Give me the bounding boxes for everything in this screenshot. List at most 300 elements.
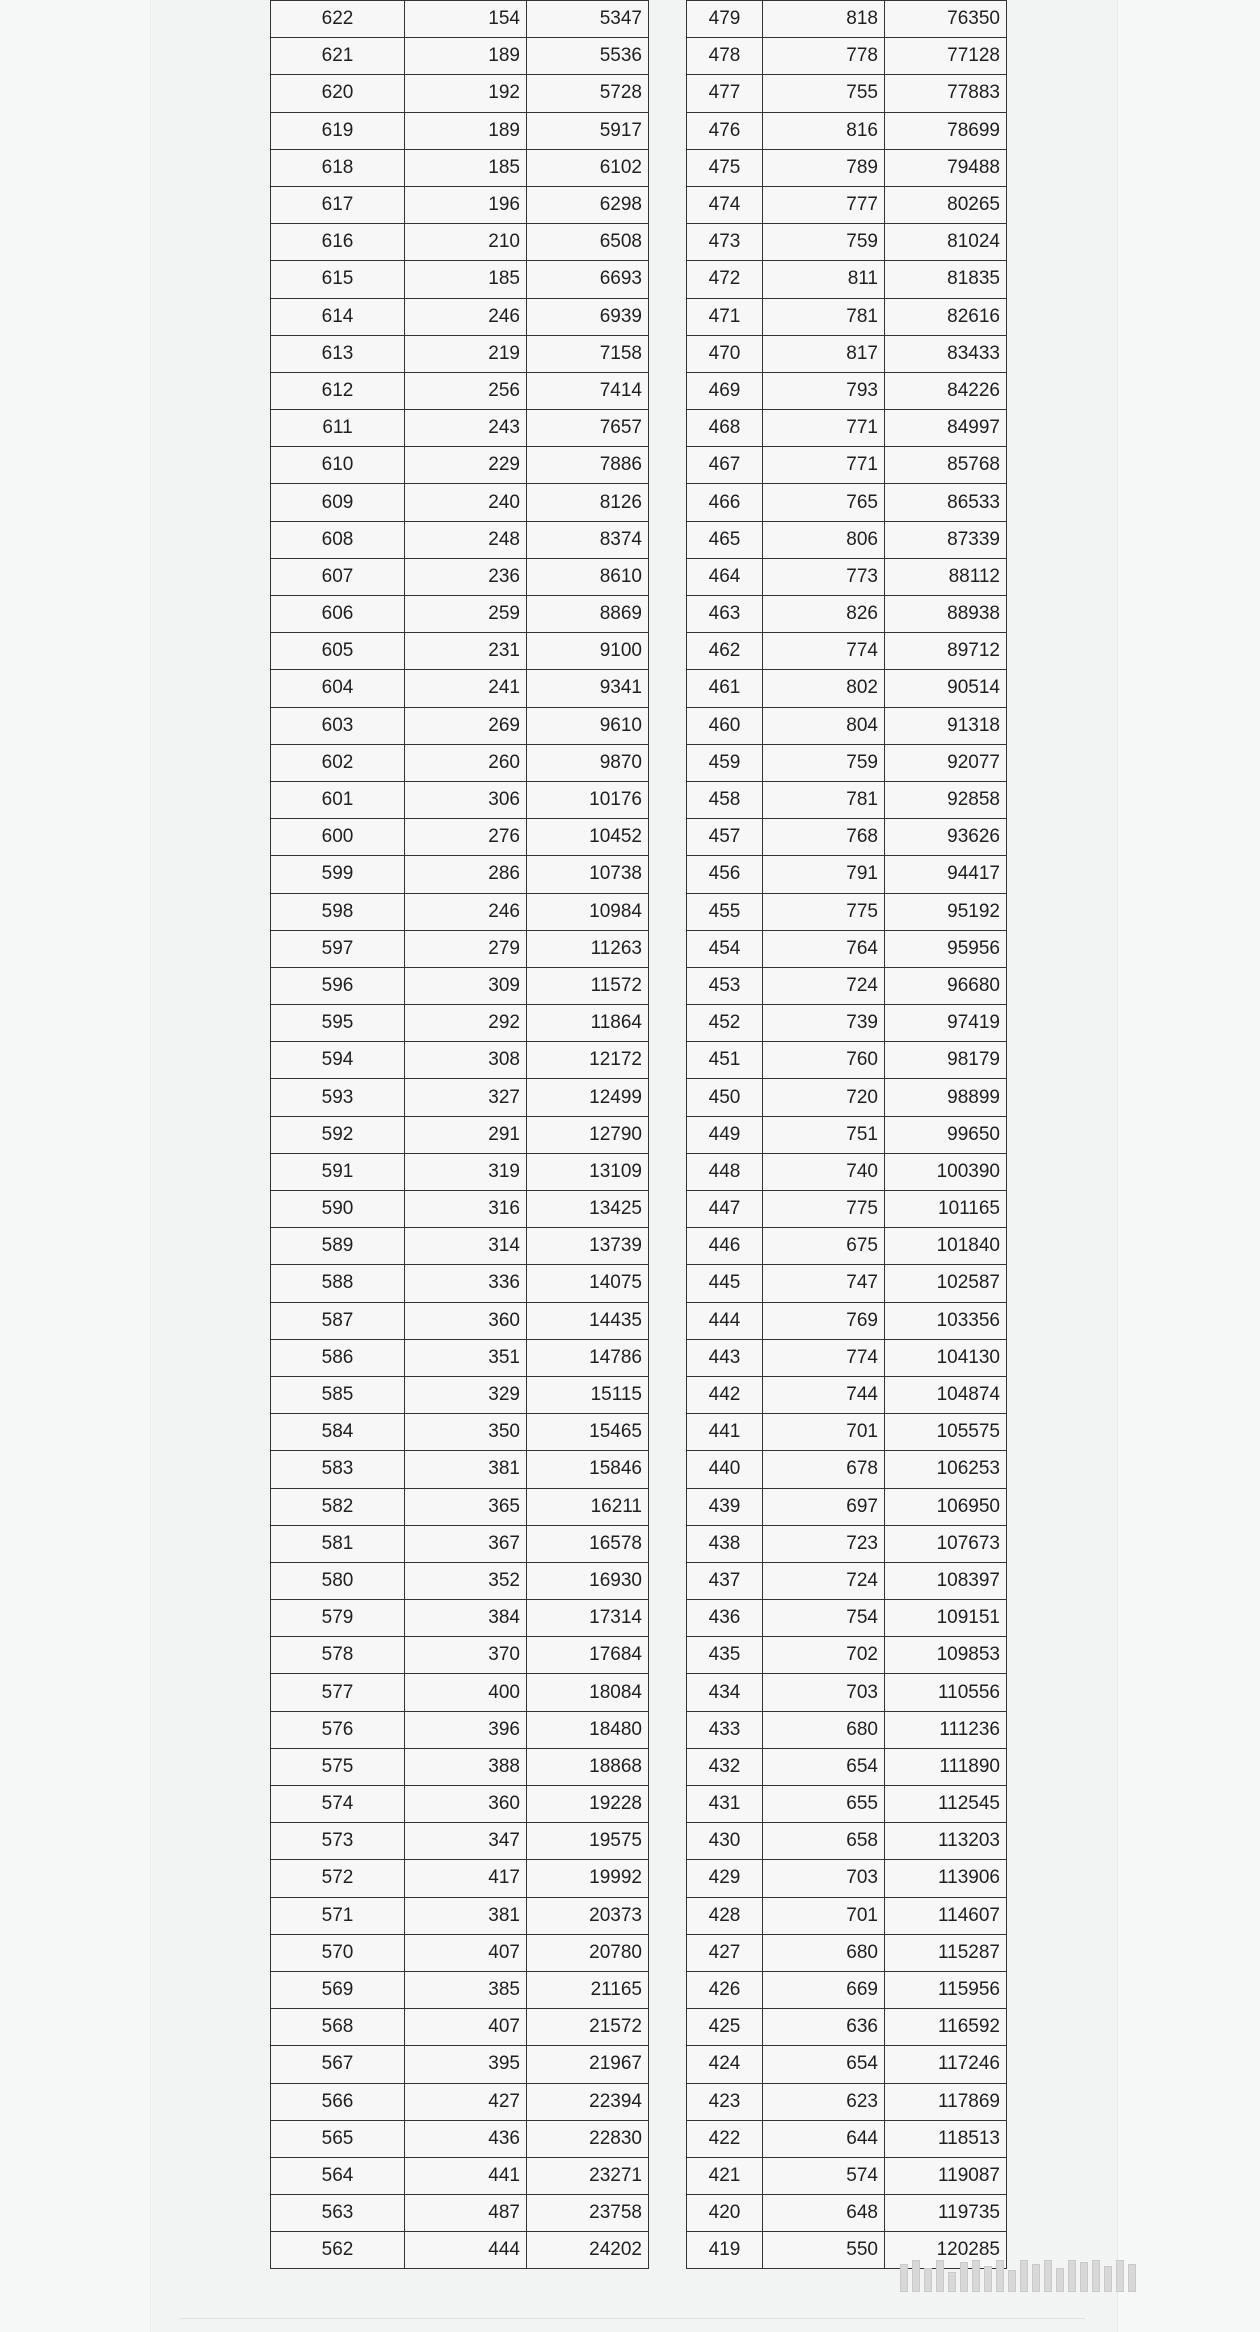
- cumulative-cell: 17684: [527, 1637, 649, 1674]
- score-cell: 598: [271, 893, 405, 930]
- cumulative-cell: 18480: [527, 1711, 649, 1748]
- count-cell: 764: [763, 930, 885, 967]
- table-row: [687, 893, 1007, 930]
- cumulative-cell: 12499: [527, 1079, 649, 1116]
- count-cell: 669: [763, 1971, 885, 2008]
- cumulative-cell: 116592: [885, 2009, 1007, 2046]
- count-cell: 778: [763, 38, 885, 75]
- table-row: [687, 967, 1007, 1004]
- count-cell: 644: [763, 2120, 885, 2157]
- count-cell: 623: [763, 2083, 885, 2120]
- cumulative-cell: 9341: [527, 670, 649, 707]
- count-cell: 775: [763, 893, 885, 930]
- table-row: [687, 1228, 1007, 1265]
- cumulative-cell: 95956: [885, 930, 1007, 967]
- count-cell: 759: [763, 224, 885, 261]
- score-cell: 443: [687, 1339, 763, 1376]
- count-cell: 723: [763, 1525, 885, 1562]
- cumulative-cell: 81835: [885, 261, 1007, 298]
- count-cell: 654: [763, 1748, 885, 1785]
- cumulative-cell: 12172: [527, 1042, 649, 1079]
- cumulative-cell: 23271: [527, 2157, 649, 2194]
- score-cell: 584: [271, 1414, 405, 1451]
- score-cell: 454: [687, 930, 763, 967]
- table-row: [271, 1562, 649, 1599]
- cumulative-cell: 114607: [885, 1897, 1007, 1934]
- count-cell: 286: [405, 856, 527, 893]
- count-cell: 154: [405, 1, 527, 38]
- table-row: [271, 484, 649, 521]
- cumulative-cell: 115287: [885, 1934, 1007, 1971]
- table-row: [271, 1228, 649, 1265]
- table-row: [687, 819, 1007, 856]
- table-row: [687, 1414, 1007, 1451]
- table-row: [271, 670, 649, 707]
- cumulative-cell: 11864: [527, 1005, 649, 1042]
- cumulative-cell: 5536: [527, 38, 649, 75]
- score-cell: 581: [271, 1525, 405, 1562]
- cumulative-cell: 105575: [885, 1414, 1007, 1451]
- score-cell: 456: [687, 856, 763, 893]
- count-cell: 306: [405, 781, 527, 818]
- table-row: [271, 149, 649, 186]
- cumulative-cell: 88938: [885, 596, 1007, 633]
- count-cell: 189: [405, 112, 527, 149]
- table-row: [687, 186, 1007, 223]
- table-row: [271, 744, 649, 781]
- score-cell: 463: [687, 596, 763, 633]
- cumulative-cell: 118513: [885, 2120, 1007, 2157]
- count-cell: 347: [405, 1823, 527, 1860]
- cumulative-cell: 12790: [527, 1116, 649, 1153]
- table-row: [271, 930, 649, 967]
- table-row: [271, 2046, 649, 2083]
- count-cell: 246: [405, 298, 527, 335]
- count-cell: 793: [763, 372, 885, 409]
- cumulative-cell: 6102: [527, 149, 649, 186]
- cumulative-cell: 92858: [885, 781, 1007, 818]
- table-row: [271, 112, 649, 149]
- cumulative-cell: 14786: [527, 1339, 649, 1376]
- table-row: [271, 1637, 649, 1674]
- score-cell: 430: [687, 1823, 763, 1860]
- table-row: [687, 1376, 1007, 1413]
- count-cell: 771: [763, 447, 885, 484]
- count-cell: 189: [405, 38, 527, 75]
- cumulative-cell: 102587: [885, 1265, 1007, 1302]
- table-row: [271, 298, 649, 335]
- cumulative-cell: 16211: [527, 1488, 649, 1525]
- cumulative-cell: 19228: [527, 1786, 649, 1823]
- cumulative-cell: 20780: [527, 1934, 649, 1971]
- cumulative-cell: 7158: [527, 335, 649, 372]
- cumulative-cell: 84226: [885, 372, 1007, 409]
- cumulative-cell: 109151: [885, 1600, 1007, 1637]
- table-row: [271, 1860, 649, 1897]
- count-cell: 655: [763, 1786, 885, 1823]
- score-cell: 568: [271, 2009, 405, 2046]
- cumulative-cell: 77883: [885, 75, 1007, 112]
- cumulative-cell: 81024: [885, 224, 1007, 261]
- count-cell: 260: [405, 744, 527, 781]
- cumulative-cell: 89712: [885, 633, 1007, 670]
- score-cell: 591: [271, 1153, 405, 1190]
- count-cell: 636: [763, 2009, 885, 2046]
- score-cell: 613: [271, 335, 405, 372]
- score-cell: 607: [271, 558, 405, 595]
- count-cell: 259: [405, 596, 527, 633]
- score-cell: 589: [271, 1228, 405, 1265]
- count-cell: 381: [405, 1451, 527, 1488]
- cumulative-cell: 83433: [885, 335, 1007, 372]
- score-cell: 601: [271, 781, 405, 818]
- table-row: [687, 2120, 1007, 2157]
- table-row: [271, 186, 649, 223]
- count-cell: 826: [763, 596, 885, 633]
- cumulative-cell: 14435: [527, 1302, 649, 1339]
- count-cell: 648: [763, 2195, 885, 2232]
- cumulative-cell: 15115: [527, 1376, 649, 1413]
- score-cell: 424: [687, 2046, 763, 2083]
- count-cell: 744: [763, 1376, 885, 1413]
- score-cell: 419: [687, 2232, 763, 2269]
- cumulative-cell: 6298: [527, 186, 649, 223]
- cumulative-cell: 96680: [885, 967, 1007, 1004]
- cumulative-cell: 16578: [527, 1525, 649, 1562]
- score-cell: 588: [271, 1265, 405, 1302]
- table-row: [687, 1191, 1007, 1228]
- table-row: [687, 335, 1007, 372]
- table-row: [687, 2046, 1007, 2083]
- table-row: [687, 1711, 1007, 1748]
- table-row: [687, 1637, 1007, 1674]
- count-cell: 701: [763, 1414, 885, 1451]
- score-cell: 605: [271, 633, 405, 670]
- table-row: [271, 967, 649, 1004]
- count-cell: 365: [405, 1488, 527, 1525]
- count-cell: 192: [405, 75, 527, 112]
- cumulative-cell: 15846: [527, 1451, 649, 1488]
- score-cell: 446: [687, 1228, 763, 1265]
- table-row: [687, 1451, 1007, 1488]
- score-cell: 564: [271, 2157, 405, 2194]
- table-row: [687, 1600, 1007, 1637]
- score-cell: 472: [687, 261, 763, 298]
- count-cell: 654: [763, 2046, 885, 2083]
- score-cell: 579: [271, 1600, 405, 1637]
- table-row: [271, 1005, 649, 1042]
- score-cell: 451: [687, 1042, 763, 1079]
- table-row: [687, 1116, 1007, 1153]
- count-cell: 806: [763, 521, 885, 558]
- table-row: [687, 1079, 1007, 1116]
- table-row: [687, 2009, 1007, 2046]
- cumulative-cell: 23758: [527, 2195, 649, 2232]
- table-row: [271, 781, 649, 818]
- score-cell: 592: [271, 1116, 405, 1153]
- table-row: [687, 707, 1007, 744]
- table-row: [687, 75, 1007, 112]
- cumulative-cell: 95192: [885, 893, 1007, 930]
- table-row: [271, 1934, 649, 1971]
- count-cell: 388: [405, 1748, 527, 1785]
- table-row: [687, 596, 1007, 633]
- table-row: [687, 521, 1007, 558]
- table-row: [687, 149, 1007, 186]
- score-cell: 466: [687, 484, 763, 521]
- count-cell: 777: [763, 186, 885, 223]
- cumulative-cell: 8869: [527, 596, 649, 633]
- score-cell: 436: [687, 1600, 763, 1637]
- score-cell: 455: [687, 893, 763, 930]
- table-row: [687, 1339, 1007, 1376]
- cumulative-cell: 113203: [885, 1823, 1007, 1860]
- score-cell: 590: [271, 1191, 405, 1228]
- count-cell: 771: [763, 410, 885, 447]
- count-cell: 381: [405, 1897, 527, 1934]
- cumulative-cell: 104874: [885, 1376, 1007, 1413]
- table-row: [271, 596, 649, 633]
- table-row: [687, 856, 1007, 893]
- score-cell: 586: [271, 1339, 405, 1376]
- table-row: [687, 633, 1007, 670]
- score-cell: 439: [687, 1488, 763, 1525]
- count-cell: 367: [405, 1525, 527, 1562]
- score-cell: 457: [687, 819, 763, 856]
- score-cell: 462: [687, 633, 763, 670]
- score-cell: 587: [271, 1302, 405, 1339]
- cumulative-cell: 109853: [885, 1637, 1007, 1674]
- score-cell: 444: [687, 1302, 763, 1339]
- table-row: [687, 1005, 1007, 1042]
- cumulative-cell: 100390: [885, 1153, 1007, 1190]
- cumulative-cell: 21967: [527, 2046, 649, 2083]
- count-cell: 724: [763, 1562, 885, 1599]
- cumulative-cell: 16930: [527, 1562, 649, 1599]
- cumulative-cell: 104130: [885, 1339, 1007, 1376]
- score-cell: 453: [687, 967, 763, 1004]
- cumulative-cell: 77128: [885, 38, 1007, 75]
- cumulative-cell: 76350: [885, 1, 1007, 38]
- score-cell: 562: [271, 2232, 405, 2269]
- score-cell: 569: [271, 1971, 405, 2008]
- score-cell: 465: [687, 521, 763, 558]
- score-cell: 467: [687, 447, 763, 484]
- score-cell: 441: [687, 1414, 763, 1451]
- table-row: [687, 484, 1007, 521]
- score-cell: 606: [271, 596, 405, 633]
- score-cell: 594: [271, 1042, 405, 1079]
- score-cell: 610: [271, 447, 405, 484]
- score-cell: 471: [687, 298, 763, 335]
- count-cell: 775: [763, 1191, 885, 1228]
- score-cell: 599: [271, 856, 405, 893]
- score-cell: 575: [271, 1748, 405, 1785]
- cumulative-cell: 98179: [885, 1042, 1007, 1079]
- score-cell: 426: [687, 1971, 763, 2008]
- table-row: [687, 1934, 1007, 1971]
- score-cell: 420: [687, 2195, 763, 2232]
- count-cell: 675: [763, 1228, 885, 1265]
- cumulative-cell: 10738: [527, 856, 649, 893]
- count-cell: 241: [405, 670, 527, 707]
- table-row: [271, 1376, 649, 1413]
- count-cell: 269: [405, 707, 527, 744]
- table-row: [271, 2083, 649, 2120]
- score-cell: 595: [271, 1005, 405, 1042]
- score-cell: 445: [687, 1265, 763, 1302]
- score-cell: 479: [687, 1, 763, 38]
- table-row: [687, 447, 1007, 484]
- score-cell: 437: [687, 1562, 763, 1599]
- count-cell: 360: [405, 1302, 527, 1339]
- cumulative-cell: 86533: [885, 484, 1007, 521]
- score-cell: 427: [687, 1934, 763, 1971]
- cumulative-cell: 21572: [527, 2009, 649, 2046]
- count-cell: 768: [763, 819, 885, 856]
- score-cell: 470: [687, 335, 763, 372]
- count-cell: 427: [405, 2083, 527, 2120]
- score-cell: 603: [271, 707, 405, 744]
- cumulative-cell: 93626: [885, 819, 1007, 856]
- count-cell: 789: [763, 149, 885, 186]
- count-cell: 229: [405, 447, 527, 484]
- score-cell: 425: [687, 2009, 763, 2046]
- count-cell: 243: [405, 410, 527, 447]
- score-cell: 604: [271, 670, 405, 707]
- score-cell: 433: [687, 1711, 763, 1748]
- table-row: [271, 1153, 649, 1190]
- count-cell: 487: [405, 2195, 527, 2232]
- score-cell: 611: [271, 410, 405, 447]
- table-row: [271, 2195, 649, 2232]
- table-row: [687, 1562, 1007, 1599]
- count-cell: 417: [405, 1860, 527, 1897]
- table-row: [271, 2232, 649, 2269]
- table-row: [271, 1042, 649, 1079]
- table-row: [687, 1674, 1007, 1711]
- table-row: [271, 75, 649, 112]
- score-cell: 428: [687, 1897, 763, 1934]
- cumulative-cell: 101840: [885, 1228, 1007, 1265]
- count-cell: 185: [405, 149, 527, 186]
- cumulative-cell: 17314: [527, 1600, 649, 1637]
- cumulative-cell: 10176: [527, 781, 649, 818]
- cumulative-cell: 117869: [885, 2083, 1007, 2120]
- count-cell: 360: [405, 1786, 527, 1823]
- table-row: [271, 1786, 649, 1823]
- score-cell: 459: [687, 744, 763, 781]
- table-row: [687, 2157, 1007, 2194]
- table-row: [687, 1823, 1007, 1860]
- score-cell: 573: [271, 1823, 405, 1860]
- count-cell: 724: [763, 967, 885, 1004]
- count-cell: 319: [405, 1153, 527, 1190]
- cumulative-cell: 7886: [527, 447, 649, 484]
- table-row: [271, 1711, 649, 1748]
- cumulative-cell: 9100: [527, 633, 649, 670]
- table-row: [687, 2195, 1007, 2232]
- cumulative-cell: 22394: [527, 2083, 649, 2120]
- count-cell: 400: [405, 1674, 527, 1711]
- table-row: [687, 1748, 1007, 1785]
- cumulative-cell: 8374: [527, 521, 649, 558]
- cumulative-cell: 10452: [527, 819, 649, 856]
- score-cell: 597: [271, 930, 405, 967]
- cumulative-cell: 18084: [527, 1674, 649, 1711]
- table-row: [271, 1, 649, 38]
- table-row: [687, 1786, 1007, 1823]
- table-row: [271, 1971, 649, 2008]
- cumulative-cell: 13425: [527, 1191, 649, 1228]
- count-cell: 248: [405, 521, 527, 558]
- score-cell: 577: [271, 1674, 405, 1711]
- score-cell: 571: [271, 1897, 405, 1934]
- cumulative-cell: 9610: [527, 707, 649, 744]
- cumulative-cell: 101165: [885, 1191, 1007, 1228]
- table-row: [271, 1823, 649, 1860]
- table-row: [271, 1302, 649, 1339]
- cumulative-cell: 10984: [527, 893, 649, 930]
- cumulative-cell: 5347: [527, 1, 649, 38]
- count-cell: 279: [405, 930, 527, 967]
- table-row: [687, 112, 1007, 149]
- score-cell: 612: [271, 372, 405, 409]
- score-cell: 615: [271, 261, 405, 298]
- count-cell: 680: [763, 1711, 885, 1748]
- cumulative-cell: 18868: [527, 1748, 649, 1785]
- table-row: [687, 372, 1007, 409]
- count-cell: 395: [405, 2046, 527, 2083]
- cumulative-cell: 6508: [527, 224, 649, 261]
- count-cell: 781: [763, 781, 885, 818]
- cumulative-cell: 108397: [885, 1562, 1007, 1599]
- cumulative-cell: 11263: [527, 930, 649, 967]
- cumulative-cell: 84997: [885, 410, 1007, 447]
- count-cell: 811: [763, 261, 885, 298]
- score-cell: 572: [271, 1860, 405, 1897]
- table-row: [687, 224, 1007, 261]
- score-cell: 563: [271, 2195, 405, 2232]
- score-cell: 619: [271, 112, 405, 149]
- table-row: [271, 1191, 649, 1228]
- score-cell: 609: [271, 484, 405, 521]
- count-cell: 436: [405, 2120, 527, 2157]
- score-cell: 464: [687, 558, 763, 595]
- score-cell: 447: [687, 1191, 763, 1228]
- table-row: [271, 2009, 649, 2046]
- cumulative-cell: 107673: [885, 1525, 1007, 1562]
- table-row: [271, 447, 649, 484]
- score-cell: 600: [271, 819, 405, 856]
- table-row: [271, 1265, 649, 1302]
- count-cell: 773: [763, 558, 885, 595]
- score-cell: 478: [687, 38, 763, 75]
- cumulative-cell: 13109: [527, 1153, 649, 1190]
- cumulative-cell: 21165: [527, 1971, 649, 2008]
- count-cell: 292: [405, 1005, 527, 1042]
- table-row: [271, 558, 649, 595]
- cumulative-cell: 106950: [885, 1488, 1007, 1525]
- score-cell: 578: [271, 1637, 405, 1674]
- cumulative-cell: 19992: [527, 1860, 649, 1897]
- cumulative-cell: 87339: [885, 521, 1007, 558]
- cumulative-cell: 110556: [885, 1674, 1007, 1711]
- count-cell: 774: [763, 633, 885, 670]
- cumulative-cell: 91318: [885, 707, 1007, 744]
- score-cell: 458: [687, 781, 763, 818]
- cumulative-cell: 111236: [885, 1711, 1007, 1748]
